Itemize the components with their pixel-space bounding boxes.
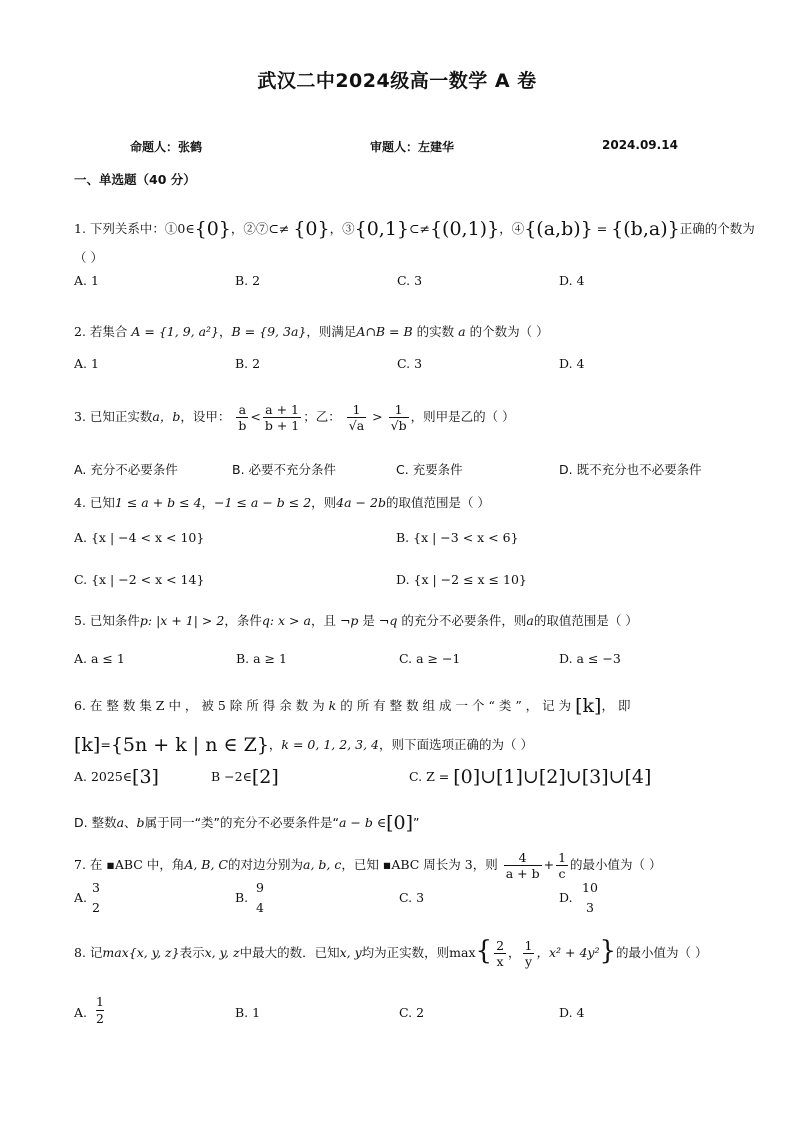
q7-option-a-label[interactable]: A. bbox=[74, 890, 88, 905]
reviewer: 审题人：左建华 bbox=[370, 140, 455, 154]
q8-option-a-value[interactable]: 1 2 bbox=[96, 994, 104, 1026]
q1-option-b[interactable]: B. 2 bbox=[235, 273, 261, 288]
q2-option-c[interactable]: C. 3 bbox=[397, 356, 423, 371]
q3-option-c[interactable]: C. 充要条件 bbox=[396, 462, 463, 477]
q1-option-a[interactable]: A. 1 bbox=[74, 273, 99, 288]
page-title: 武汉二中2024级高一数学 A 卷 bbox=[257, 70, 537, 92]
q2-option-a[interactable]: A. 1 bbox=[74, 356, 99, 371]
q4-option-d[interactable]: D. {x | −2 ≤ x ≤ 10} bbox=[396, 572, 527, 587]
question-4-stem: 4. 已知1 ≤ a + b ≤ 4，−1 ≤ a − b ≤ 2，则4a − 2b的取值范围是（ ） bbox=[74, 495, 490, 510]
q6-option-c[interactable]: C. Z = [0]∪[1]∪[2]∪[3]∪[4] bbox=[409, 766, 652, 788]
q5-option-b[interactable]: B. a ≥ 1 bbox=[236, 651, 287, 666]
q5-option-c[interactable]: C. a ≥ −1 bbox=[399, 651, 461, 666]
q7-option-a-value[interactable]: 3 2 bbox=[92, 880, 100, 915]
q3-option-d[interactable]: D. 既不充分也不必要条件 bbox=[559, 462, 702, 477]
question-5-stem: 5. 已知条件p: |x + 1| > 2，条件q: x > a，且 ¬p 是 ¬q 的充分不必要条件，则a的取值范围是（ ） bbox=[74, 613, 638, 628]
q8-option-c[interactable]: C. 2 bbox=[399, 1005, 425, 1020]
section-heading: 一、单选题（40 分） bbox=[74, 172, 196, 187]
q1-option-d[interactable]: D. 4 bbox=[559, 273, 585, 288]
question-7-stem: 7. 在 ▪ABC 中，角A, B, C的对边分别为a, b, c，已知 ▪ABC 周长为 3，则 $\frac{4}{a + b}$ + $\frac{1}{c}$ 的最小值为（ ） bbox=[74, 850, 662, 881]
q7-option-c[interactable]: C. 3 bbox=[399, 890, 425, 905]
q7-option-b-value[interactable]: 9 4 bbox=[256, 880, 264, 915]
q8-option-a-label[interactable]: A. bbox=[74, 1005, 88, 1020]
question-6-stem: 6. 在 整 数 集 Z 中 ， 被 5 除 所 得 余 数 为 k 的 所 有 整 数 组 成 一 个 “ 类 ” ， 记 为 [k]， 即 bbox=[74, 695, 631, 717]
question-2-stem: 2. 若集合 A = {1, 9, a²}，B = {9, 3a}，则满足A∩B = B 的实数 a 的个数为（ ） bbox=[74, 324, 549, 339]
q4-option-c[interactable]: C. {x | −2 < x < 14} bbox=[74, 572, 205, 587]
q4-option-a[interactable]: A. {x | −4 < x < 10} bbox=[74, 530, 205, 545]
q3-option-b[interactable]: B. 必要不充分条件 bbox=[232, 462, 337, 477]
q4-option-b[interactable]: B. {x | −3 < x < 6} bbox=[396, 530, 519, 545]
question-1-stem: 1. 下列关系中：①0∈{0}，②⑦⊂≠ {0}，③{0,1}⊂≠{(0,1)}，④{(a,b)} = {(b,a)}正确的个数为 bbox=[74, 218, 755, 240]
author: 命题人：张鹤 bbox=[130, 140, 203, 154]
question-8-stem: 8. 记max{x, y, z}表示x, y, z中最大的数．已知x, y均为正实数，则max{ $\frac{2}{x}$ ， $\frac{1}{y}$ ，x² + 4y²}的最小值为（ ） bbox=[74, 936, 708, 969]
q5-option-a[interactable]: A. a ≤ 1 bbox=[74, 651, 125, 666]
question-3-stem: 3. 已知正实数a，b，设甲： $\frac{a}{b}$ < $\frac{a + 1}{b + 1}$ ；乙： $\frac{1}{√a}$ > $\frac{1}{√b}$ ，则甲是乙的（ ） bbox=[74, 402, 515, 433]
q6-option-b[interactable]: B −2∈[2] bbox=[211, 766, 279, 788]
q1-option-c[interactable]: C. 3 bbox=[397, 273, 423, 288]
q5-option-d[interactable]: D. a ≤ −3 bbox=[559, 651, 621, 666]
q7-option-d-label[interactable]: D. bbox=[559, 890, 573, 905]
q7-option-d-value[interactable]: 10 3 bbox=[582, 880, 598, 915]
q2-option-b[interactable]: B. 2 bbox=[235, 356, 261, 371]
q7-option-b-label[interactable]: B. bbox=[235, 890, 249, 905]
question-6-definition: [k]={5n + k | n ∈ Z}，k = 0, 1, 2, 3, 4，则下面选项正确的为（ ） bbox=[74, 734, 533, 756]
q8-option-d[interactable]: D. 4 bbox=[559, 1005, 585, 1020]
q8-option-b[interactable]: B. 1 bbox=[235, 1005, 261, 1020]
exam-date: 2024.09.14 bbox=[602, 138, 678, 152]
question-1-blank: （ ） bbox=[74, 250, 103, 265]
q6-option-a[interactable]: A. 2025∈[3] bbox=[74, 766, 159, 788]
q6-option-d[interactable]: D. 整数a、b属于同一“类”的充分不必要条件是“a − b ∈[0]” bbox=[74, 812, 420, 834]
q3-option-a[interactable]: A. 充分不必要条件 bbox=[74, 462, 178, 477]
q2-option-d[interactable]: D. 4 bbox=[559, 356, 585, 371]
